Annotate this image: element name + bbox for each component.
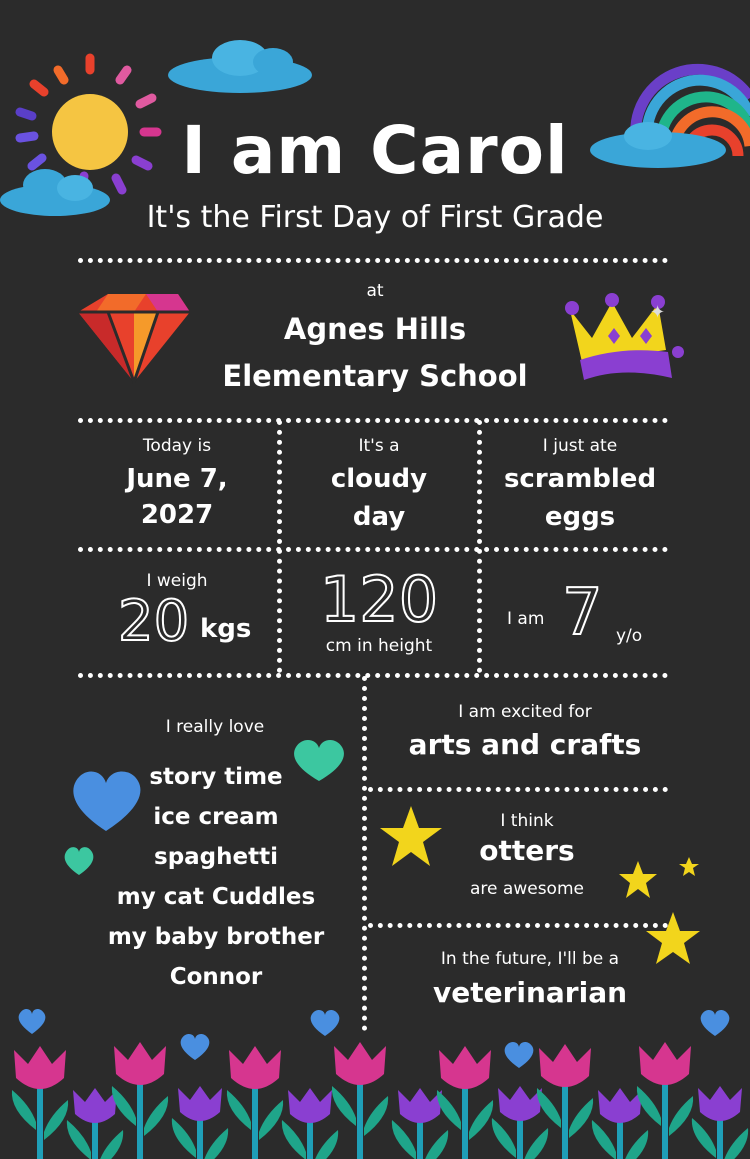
- future-value: veterinarian: [432, 976, 628, 1009]
- date-line1: June 7,: [126, 464, 228, 494]
- date-line2: 2027: [140, 500, 214, 530]
- school-name-line2: Elementary School: [222, 359, 528, 393]
- school-name-line1: Agnes Hills: [283, 312, 467, 346]
- cloud-icon: [165, 30, 315, 100]
- divider: [78, 418, 668, 423]
- tulips-decoration: [0, 1040, 750, 1159]
- page-subtitle: It's the First Day of First Grade: [146, 200, 604, 235]
- age-unit: y/o: [616, 626, 643, 646]
- weather-line2: day: [352, 502, 406, 532]
- height-value: 120: [319, 563, 439, 636]
- think-value: otters: [479, 834, 575, 867]
- heart-icon: [698, 1006, 732, 1038]
- breakfast-line1: scrambled: [503, 464, 657, 494]
- page-title: I am Carol: [181, 112, 569, 189]
- divider: [78, 547, 668, 552]
- love-label: I really love: [165, 717, 265, 737]
- think-suffix: are awesome: [470, 879, 584, 899]
- breakfast-label: I just ate: [542, 436, 618, 456]
- think-label: I think: [500, 811, 554, 831]
- age-label: I am: [507, 609, 545, 629]
- weather-line1: cloudy: [330, 464, 428, 494]
- heart-icon: [68, 765, 143, 835]
- list-item: story time: [149, 764, 283, 790]
- age-value: 7: [562, 576, 603, 650]
- list-item: my cat Cuddles: [116, 884, 316, 910]
- crown-icon: [562, 290, 687, 390]
- divider: [368, 923, 668, 928]
- height-unit: cm in height: [325, 636, 433, 656]
- star-icon: [678, 856, 700, 878]
- list-item: my baby brother: [107, 924, 325, 950]
- excited-label: I am excited for: [458, 702, 592, 722]
- heart-icon: [290, 735, 348, 783]
- divider: [362, 676, 367, 1031]
- list-item: ice cream: [153, 804, 279, 830]
- date-label: Today is: [142, 436, 212, 456]
- school-prefix: at: [366, 281, 384, 301]
- star-icon: [618, 860, 658, 900]
- weight-unit: kgs: [200, 614, 252, 644]
- divider: [368, 787, 668, 792]
- weight-value: 20: [118, 589, 190, 654]
- weather-label: It's a: [358, 436, 400, 456]
- gem-icon: [68, 290, 193, 385]
- list-item: Connor: [169, 964, 263, 990]
- divider: [78, 673, 668, 678]
- excited-value: arts and crafts: [408, 728, 642, 761]
- list-item: spaghetti: [154, 844, 278, 870]
- heart-icon: [62, 843, 96, 877]
- future-label: In the future, I'll be a: [440, 949, 620, 969]
- heart-icon: [16, 1006, 48, 1036]
- breakfast-line2: eggs: [544, 502, 616, 532]
- weight-label: I weigh: [146, 571, 208, 591]
- star-icon: [378, 804, 444, 870]
- divider: [78, 258, 668, 263]
- heart-icon: [308, 1006, 342, 1038]
- svg-text:✦: ✦: [650, 302, 666, 323]
